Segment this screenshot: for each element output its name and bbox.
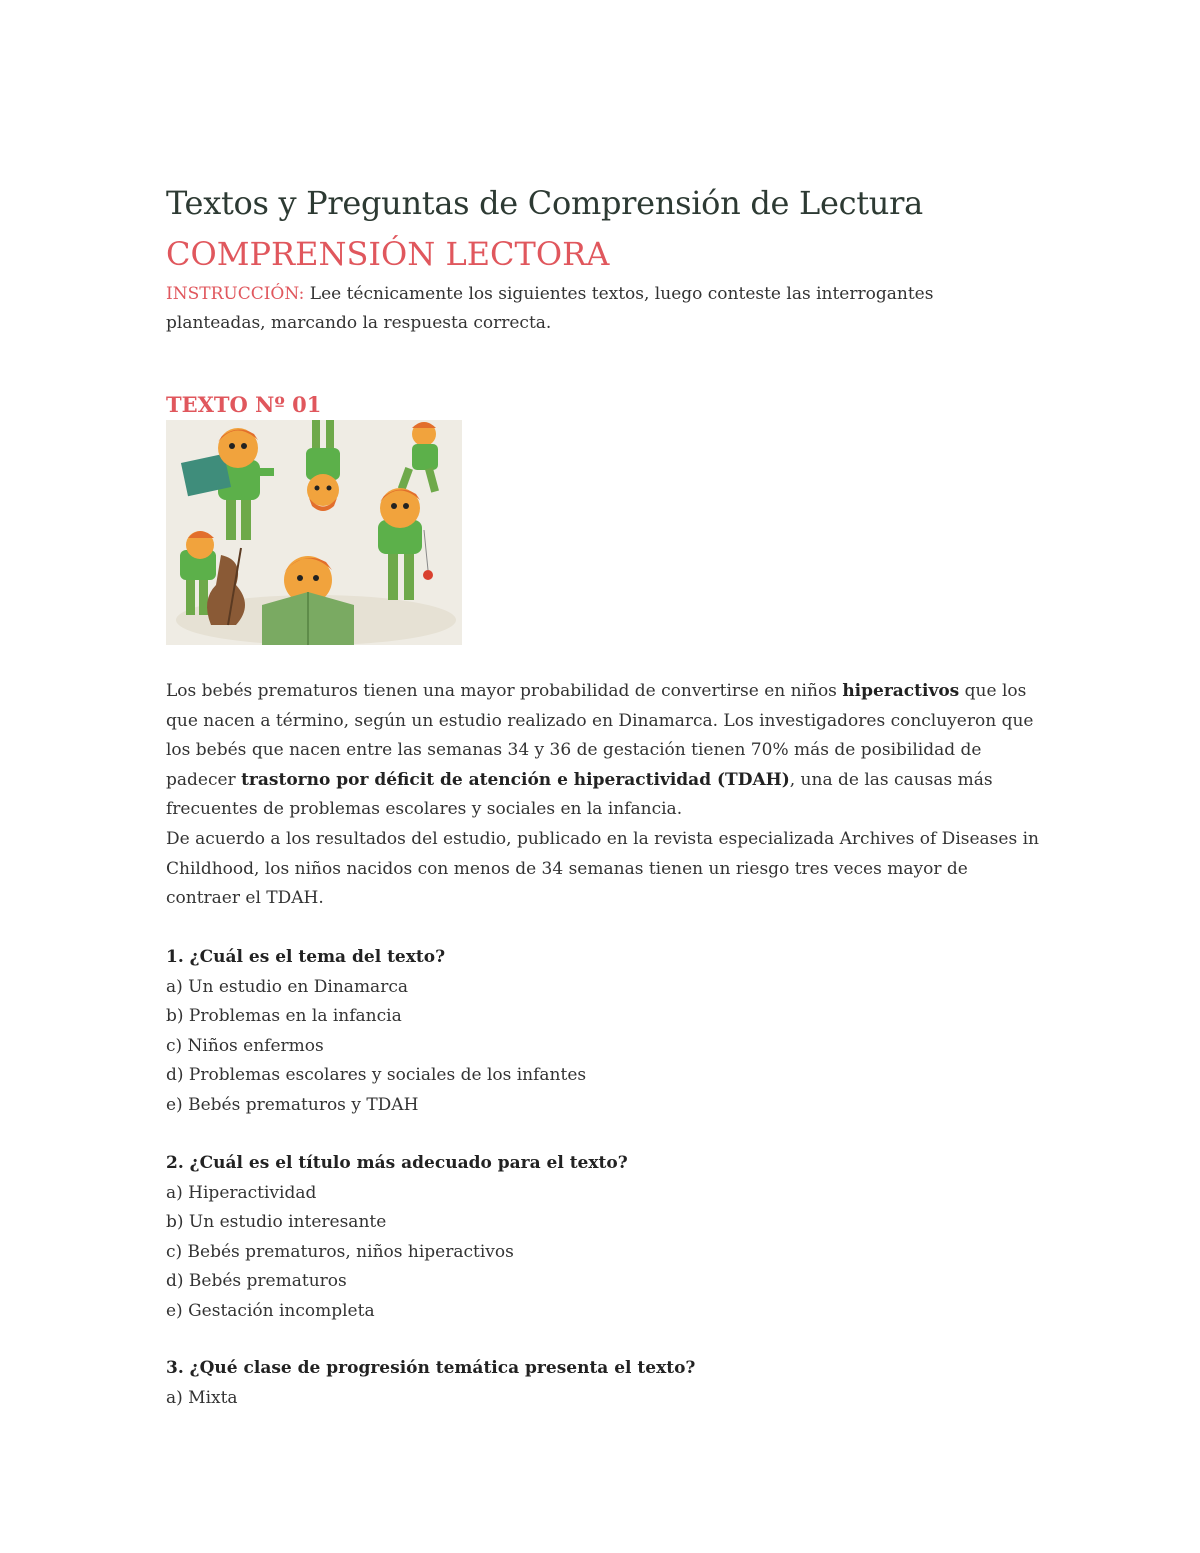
instruction-line2: planteadas, marcando la respuesta correcta. bbox=[166, 313, 552, 333]
text-heading: TEXTO Nº 01 bbox=[166, 392, 322, 417]
question-title: 1. ¿Cuál es el tema del texto? bbox=[166, 947, 446, 967]
instruction-line1: Lee técnicamente los siguientes textos, luego conteste las interrogantes bbox=[304, 284, 934, 304]
question-3 bbox=[166, 1354, 1046, 1413]
answer-option: a) Hiperactividad bbox=[166, 1182, 317, 1203]
document-title: Textos y Preguntas de Comprensión de Lectura bbox=[166, 184, 923, 223]
question-title: 3. ¿Qué clase de progresión temática presenta el texto? bbox=[166, 1358, 696, 1378]
answer-option: a) Mixta bbox=[166, 1387, 238, 1408]
question-1 bbox=[166, 943, 1046, 1121]
children-illustration bbox=[166, 420, 462, 645]
instruction-label: INSTRUCCIÓN: bbox=[166, 284, 305, 304]
instruction bbox=[166, 280, 996, 338]
paragraph-text: , una de las causas más frecuentes de problemas escolares y sociales en la infancia. bbox=[166, 769, 993, 820]
paragraph-text: que los que nacen a término, según un estudio realizado en Dinamarca. Los investigadores concluyeron que los bebés que nacen entre las semanas 34 y 36 de gestación tienen 70% más de posibilidad de padecer bbox=[166, 681, 1034, 790]
answer-option: b) Problemas en la infancia bbox=[166, 1006, 402, 1027]
answer-option: e) Bebés prematuros y TDAH bbox=[166, 1094, 419, 1115]
paragraph-bold-term: trastorno por déficit de atención e hiperactividad (TDAH) bbox=[241, 769, 790, 790]
answer-option: d) Bebés prematuros bbox=[166, 1271, 347, 1292]
paragraph-text: De acuerdo a los resultados del estudio, publicado en la revista especializada Archives of Diseases in Childhood, los niños nacidos con menos de 34 semanas tienen un riesgo tres veces mayor de contraer el TDAH. bbox=[166, 828, 1039, 909]
question-title: 2. ¿Cuál es el título más adecuado para el texto? bbox=[166, 1153, 628, 1173]
answer-option: c) Bebés prematuros, niños hiperactivos bbox=[166, 1241, 514, 1262]
answer-option: c) Niños enfermos bbox=[166, 1035, 324, 1056]
answer-option: d) Problemas escolares y sociales de los infantes bbox=[166, 1065, 587, 1086]
answer-option: b) Un estudio interesante bbox=[166, 1212, 387, 1233]
paragraph-bold-term: hiperactivos bbox=[842, 681, 960, 701]
text-paragraph bbox=[166, 677, 1046, 914]
section-heading: COMPRENSIÓN LECTORA bbox=[166, 235, 610, 273]
answer-option: e) Gestación incompleta bbox=[166, 1300, 375, 1321]
question-2 bbox=[166, 1149, 1046, 1327]
paragraph-text: Los bebés prematuros tienen una mayor probabilidad de convertirse en niños bbox=[166, 681, 843, 701]
answer-option: a) Un estudio en Dinamarca bbox=[166, 976, 408, 997]
